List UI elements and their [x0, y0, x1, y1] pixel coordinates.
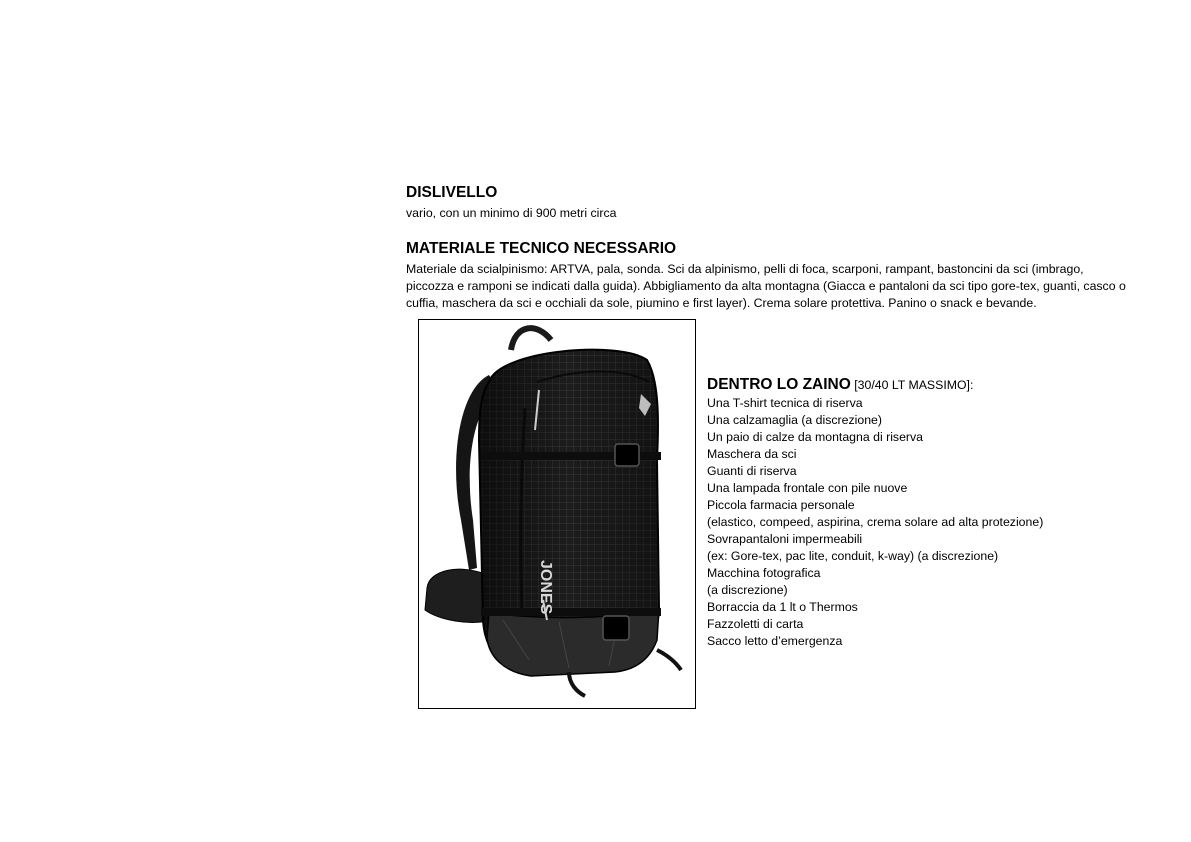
handle-icon [511, 328, 551, 350]
list-item: Una T-shirt tecnica di riserva [707, 396, 863, 410]
zaino-heading: DENTRO LO ZAINO [707, 376, 851, 393]
brand-text: JONES [537, 560, 554, 615]
list-item: Un paio di calze da montagna di riserva [707, 430, 924, 444]
list-item: Guanti di riserva [707, 464, 797, 478]
buckle-icon [603, 616, 629, 640]
dislivello-heading: DISLIVELLO [406, 184, 498, 201]
buckle-icon [615, 444, 639, 466]
zaino-list [707, 395, 1147, 650]
dislivello-text: vario, con un minimo di 900 metri circa [406, 206, 617, 220]
list-item: (ex: Gore-tex, pac lite, conduit, k-way) (a discrezione) [707, 549, 999, 563]
list-item: Sovrapantaloni impermeabili [707, 532, 863, 546]
list-item: Fazzoletti di carta [707, 617, 804, 631]
list-item: Una lampada frontale con pile nuove [707, 481, 908, 495]
materiale-heading: MATERIALE TECNICO NECESSARIO [406, 240, 677, 257]
list-item: Una calzamaglia (a discrezione) [707, 413, 882, 427]
zaino-subheading: [30/40 LT MASSIMO]: [850, 378, 974, 392]
zaino-heading-line [707, 375, 1147, 395]
backpack-illustration [419, 320, 695, 708]
list-item: Macchina fotografica [707, 566, 821, 580]
list-item: Maschera da sci [707, 447, 797, 461]
list-item: (elastico, compeed, aspirina, crema solare ad alta protezione) [707, 515, 1044, 529]
list-item: Piccola farmacia personale [707, 498, 855, 512]
list-item: Borraccia da 1 lt o Thermos [707, 600, 858, 614]
zaino-section [707, 375, 1147, 650]
list-item: Sacco letto d’emergenza [707, 634, 843, 648]
list-item: (a discrezione) [707, 583, 788, 597]
materiale-text: Materiale da scialpinismo: ARTVA, pala, sonda. Sci da alpinismo, pelli di foca, scarponi, rampant, bastoncini da sci (imbrago, piccozza e ramponi se indicati dalla guida). Abbigliamento da alta montagna (Giacca e pantaloni da sci tipo gore-tex, guanti, casco o cuffia, maschera da sci e occhiali da sole, piumino e first layer). Crema solare protettiva. Panino o snack e bevande. [406, 262, 1126, 310]
backpack-photo [418, 319, 696, 709]
